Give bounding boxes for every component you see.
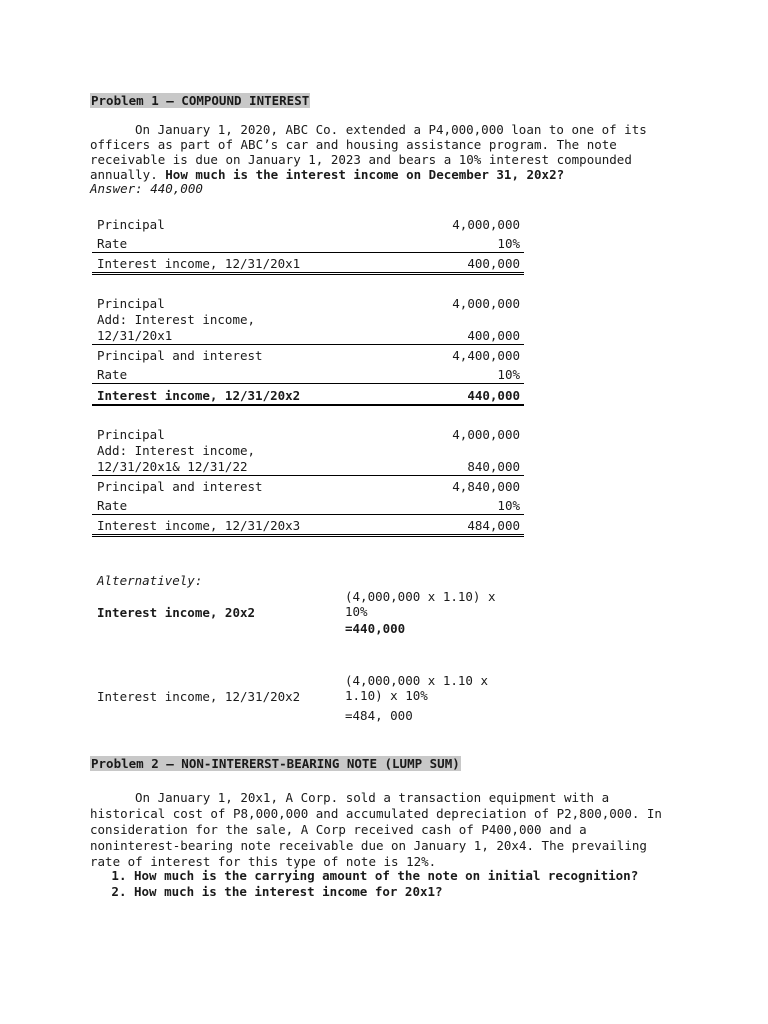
problem-1-heading: Problem 1 – COMPOUND INTEREST bbox=[91, 93, 310, 108]
row-label: Add: Interest income, 12/31/20x1& 12/31/22 bbox=[97, 443, 256, 474]
row-label: Principal bbox=[97, 296, 165, 311]
row-value: 4,000,000 bbox=[452, 427, 520, 442]
row-label: Rate bbox=[97, 236, 128, 251]
computation-table-3 bbox=[92, 424, 524, 537]
row-label: Principal bbox=[97, 217, 165, 232]
table-row bbox=[92, 253, 524, 274]
row-value: 440,000 bbox=[331, 384, 524, 405]
table-row bbox=[92, 345, 524, 365]
alt-1-label: Interest income, 20x2 bbox=[97, 605, 256, 620]
table-row bbox=[92, 384, 524, 405]
alt-1-formula: (4,000,000 x 1.10) x 10% bbox=[345, 589, 496, 619]
alt-2-label: Interest income, 12/31/20x2 bbox=[97, 689, 301, 704]
row-label: Interest income, 12/31/20x2 bbox=[92, 384, 331, 405]
table-row bbox=[92, 443, 524, 476]
row-label: Principal and interest bbox=[92, 476, 331, 496]
row-value: 840,000 bbox=[467, 459, 520, 474]
alt-2-formula: (4,000,000 x 1.10 x 1.10) x 10% bbox=[345, 673, 488, 703]
row-label: Interest income, 12/31/20x3 bbox=[92, 515, 331, 536]
table-row bbox=[92, 233, 524, 253]
table-row bbox=[92, 214, 524, 233]
row-value: 10% bbox=[497, 367, 520, 382]
row-value: 10% bbox=[497, 498, 520, 513]
table-row bbox=[92, 312, 524, 345]
computation-table-2 bbox=[92, 293, 524, 406]
row-label: Principal and interest bbox=[92, 345, 331, 365]
problem-1-paragraph bbox=[90, 122, 655, 182]
table-row bbox=[92, 495, 524, 515]
row-label: Add: Interest income, 12/31/20x1 bbox=[97, 312, 256, 343]
problem-1-text: On January 1, 2020, ABC Co. extended a P4,000,000 loan to one of its officers as part of ABC’s car and housing assistance program. The note receivable is due on January 1, 2023 and bears a 10% interest compounded annually. bbox=[90, 122, 647, 182]
row-value: 400,000 bbox=[467, 328, 520, 343]
alternatively-label: Alternatively: bbox=[97, 573, 203, 588]
problem-2-heading: Problem 2 – NON-INTERERST-BEARING NOTE (LUMP SUM) bbox=[91, 756, 460, 771]
table-row bbox=[92, 293, 524, 312]
list-item: 2. How much is the interest income for 20x1? bbox=[134, 884, 694, 900]
alt-1-result: =440,000 bbox=[345, 621, 406, 636]
row-value: 4,000,000 bbox=[452, 217, 520, 232]
table-row bbox=[92, 424, 524, 443]
row-label: Principal bbox=[97, 427, 165, 442]
row-value: 400,000 bbox=[409, 253, 524, 274]
problem-1-answer: Answer: 440,000 bbox=[90, 181, 203, 196]
row-value: 4,000,000 bbox=[452, 296, 520, 311]
list-item: 1. How much is the carrying amount of the note on initial recognition? bbox=[134, 868, 694, 884]
row-value: 4,400,000 bbox=[331, 345, 524, 365]
table-row bbox=[92, 476, 524, 496]
computation-table-1 bbox=[92, 214, 524, 275]
problem-1-question: How much is the interest income on December 31, 20x2? bbox=[165, 167, 565, 182]
row-value: 484,000 bbox=[331, 515, 524, 536]
problem-2-paragraph: On January 1, 20x1, A Corp. sold a transaction equipment with a historical cost of P8,000,000 and accumulated depreciation of P2,800,000. In consideration for the sale, A Corp received cash of P400,000 and a noninterest-bearing note receivable due on January 1, 20x4. The prevailing rate of interest for this type of note is 12%. bbox=[90, 790, 662, 869]
table-row bbox=[92, 515, 524, 536]
row-label: Rate bbox=[97, 367, 128, 382]
alt-2-result: =484, 000 bbox=[345, 708, 413, 723]
row-value: 10% bbox=[497, 236, 520, 251]
row-label: Rate bbox=[97, 498, 128, 513]
problem-2-questions bbox=[90, 868, 694, 900]
row-value: 4,840,000 bbox=[331, 476, 524, 496]
table-row bbox=[92, 364, 524, 384]
row-label: Interest income, 12/31/20x1 bbox=[92, 253, 409, 274]
